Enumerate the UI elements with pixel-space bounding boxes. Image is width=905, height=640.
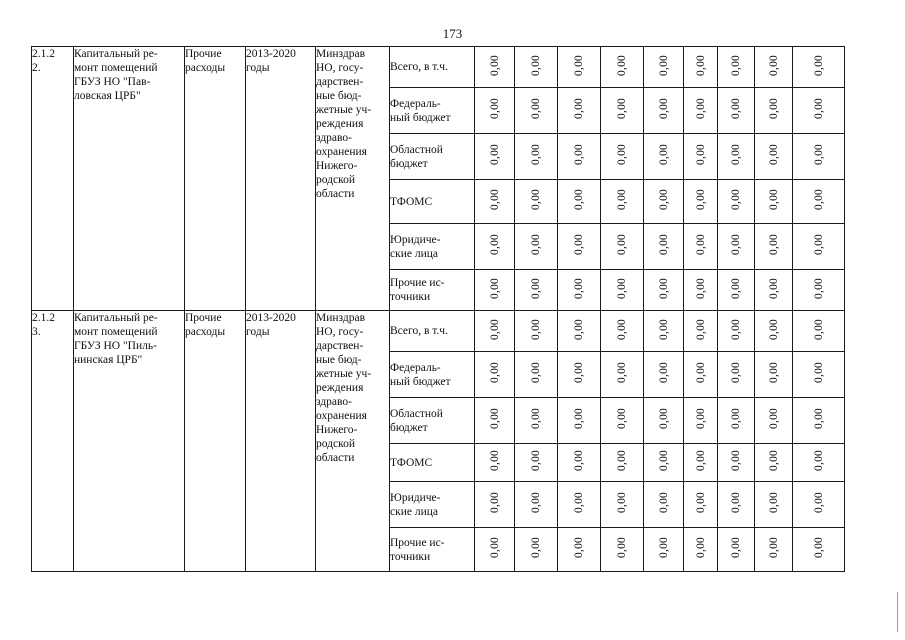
value-cell	[684, 398, 718, 444]
value-text: 0,00	[530, 234, 542, 255]
item-name-cell-text: Капитальный ре- монт помещений ГБУЗ НО "Пиль- нинская ЦРБ"	[74, 312, 158, 366]
value-cell	[515, 47, 558, 88]
value-cell	[601, 482, 644, 528]
value-text: 0,00	[812, 537, 825, 558]
value-cell	[515, 88, 558, 134]
value-cell	[475, 444, 515, 482]
executor-cell	[316, 311, 390, 572]
value-text: 0,00	[730, 98, 742, 119]
value-cell	[601, 352, 644, 398]
value-cell	[601, 270, 644, 311]
value-text: 0,00	[767, 492, 780, 513]
value-cell	[793, 528, 845, 572]
value-text: 0,00	[616, 362, 628, 383]
value-cell	[718, 270, 755, 311]
value-cell	[718, 224, 755, 270]
value-text: 0,00	[573, 277, 585, 299]
funding-source-cell	[390, 311, 475, 352]
value-cell	[755, 180, 793, 224]
value-cell	[684, 47, 718, 88]
value-text: 0,00	[767, 277, 780, 299]
value-text: 0,00	[694, 362, 707, 383]
value-text: 0,00	[616, 277, 628, 299]
value-text: 0,00	[530, 450, 542, 471]
value-cell	[558, 352, 601, 398]
value-cell	[684, 224, 718, 270]
value-cell	[515, 270, 558, 311]
value-cell	[558, 311, 601, 352]
funding-source-cell	[390, 398, 475, 444]
value-cell	[644, 528, 684, 572]
value-cell	[601, 224, 644, 270]
value-cell	[684, 88, 718, 134]
value-text: 0,00	[730, 450, 742, 471]
value-text: 0,00	[694, 54, 707, 76]
value-text: 0,00	[657, 144, 670, 165]
value-cell	[755, 270, 793, 311]
value-text: 0,00	[530, 492, 542, 513]
value-cell	[718, 180, 755, 224]
value-text: 0,00	[573, 318, 585, 340]
value-cell	[684, 134, 718, 180]
value-cell	[684, 352, 718, 398]
value-text: 0,00	[730, 318, 742, 340]
value-text: 0,00	[488, 144, 501, 165]
value-text: 0,00	[616, 318, 628, 340]
value-cell	[558, 398, 601, 444]
value-text: 0,00	[812, 98, 825, 119]
value-cell	[644, 398, 684, 444]
value-text: 0,00	[767, 234, 780, 255]
value-cell	[793, 47, 845, 88]
value-cell	[755, 528, 793, 572]
value-cell	[475, 352, 515, 398]
value-text: 0,00	[616, 234, 628, 255]
value-text: 0,00	[657, 537, 670, 558]
value-cell	[793, 88, 845, 134]
value-text: 0,00	[730, 144, 742, 165]
value-text: 0,00	[616, 189, 628, 210]
value-text: 0,00	[657, 362, 670, 383]
value-cell	[684, 444, 718, 482]
value-text: 0,00	[812, 450, 825, 471]
value-cell	[755, 224, 793, 270]
value-text: 0,00	[488, 98, 501, 119]
value-text: 0,00	[730, 54, 742, 76]
value-cell	[515, 134, 558, 180]
value-cell	[755, 352, 793, 398]
value-text: 0,00	[730, 362, 742, 383]
value-text: 0,00	[530, 362, 542, 383]
value-text: 0,00	[488, 54, 501, 76]
value-cell	[601, 88, 644, 134]
value-cell	[718, 88, 755, 134]
value-cell	[601, 311, 644, 352]
value-text: 0,00	[573, 234, 585, 255]
value-text: 0,00	[730, 408, 742, 429]
value-text: 0,00	[573, 98, 585, 119]
value-cell	[558, 180, 601, 224]
value-cell	[644, 482, 684, 528]
value-text: 0,00	[573, 450, 585, 471]
value-cell	[558, 444, 601, 482]
value-text: 0,00	[573, 537, 585, 558]
value-text: 0,00	[530, 144, 542, 165]
value-text: 0,00	[657, 450, 670, 471]
value-text: 0,00	[657, 318, 670, 340]
value-cell	[515, 180, 558, 224]
value-cell	[684, 270, 718, 311]
value-cell	[793, 180, 845, 224]
value-text: 0,00	[616, 408, 628, 429]
value-text: 0,00	[767, 318, 780, 340]
value-text: 0,00	[767, 408, 780, 429]
value-cell	[718, 398, 755, 444]
value-cell	[755, 134, 793, 180]
table-body	[32, 47, 845, 572]
value-text: 0,00	[694, 492, 707, 513]
value-text: 0,00	[694, 537, 707, 558]
value-cell	[601, 47, 644, 88]
value-text: 0,00	[812, 408, 825, 429]
value-cell	[475, 482, 515, 528]
value-text: 0,00	[616, 98, 628, 119]
funding-source-label: Областной бюджет	[390, 143, 443, 170]
value-text: 0,00	[530, 189, 542, 210]
value-text: 0,00	[657, 54, 670, 76]
value-text: 0,00	[730, 277, 742, 299]
scan-edge-mark	[897, 592, 898, 632]
value-cell	[558, 482, 601, 528]
value-cell	[475, 398, 515, 444]
item-name-cell	[74, 311, 185, 572]
funding-source-cell	[390, 88, 475, 134]
value-text: 0,00	[657, 234, 670, 255]
value-cell	[601, 398, 644, 444]
program-table	[31, 46, 845, 572]
value-text: 0,00	[694, 318, 707, 340]
value-text: 0,00	[530, 408, 542, 429]
value-text: 0,00	[730, 189, 742, 210]
funding-source-cell	[390, 528, 475, 572]
value-text: 0,00	[530, 277, 542, 299]
value-text: 0,00	[730, 492, 742, 513]
value-cell	[684, 482, 718, 528]
value-text: 0,00	[730, 537, 742, 558]
value-cell	[755, 47, 793, 88]
value-cell	[793, 482, 845, 528]
value-text: 0,00	[573, 362, 585, 383]
value-cell	[644, 47, 684, 88]
funding-source-label: Всего, в т.ч.	[390, 325, 448, 337]
value-cell	[475, 88, 515, 134]
value-text: 0,00	[657, 189, 670, 210]
value-cell	[793, 444, 845, 482]
value-text: 0,00	[573, 54, 585, 76]
value-cell	[475, 134, 515, 180]
value-text: 0,00	[767, 144, 780, 165]
value-cell	[684, 311, 718, 352]
value-text: 0,00	[767, 98, 780, 119]
value-text: 0,00	[812, 54, 825, 76]
value-text: 0,00	[694, 98, 707, 119]
value-text: 0,00	[616, 54, 628, 76]
value-text: 0,00	[616, 492, 628, 513]
table-row	[32, 311, 845, 352]
value-text: 0,00	[616, 144, 628, 165]
funding-source-cell	[390, 47, 475, 88]
value-cell	[558, 224, 601, 270]
value-cell	[601, 444, 644, 482]
value-cell	[644, 180, 684, 224]
period-cell	[246, 311, 316, 572]
value-cell	[515, 528, 558, 572]
expense-type-cell-text: Прочие расходы	[185, 48, 226, 74]
value-cell	[644, 444, 684, 482]
funding-source-cell	[390, 482, 475, 528]
executor-cell-text: Минздрав НО, госу- дарствен- ные бюд- жетные уч- реждения здраво- охранения Нижего- родской области	[316, 312, 372, 464]
value-cell	[718, 528, 755, 572]
value-text: 0,00	[767, 189, 780, 210]
value-cell	[644, 134, 684, 180]
value-text: 0,00	[616, 450, 628, 471]
funding-source-label: ТФОМС	[390, 195, 433, 208]
item-code-cell	[32, 311, 74, 572]
funding-source-label: Прочие ис- точники	[390, 536, 445, 563]
expense-type-cell-text: Прочие расходы	[185, 312, 226, 338]
value-cell	[644, 88, 684, 134]
value-cell	[475, 47, 515, 88]
value-text: 0,00	[488, 234, 501, 255]
value-text: 0,00	[812, 492, 825, 513]
funding-source-label: ТФОМС	[390, 456, 433, 469]
executor-cell	[316, 47, 390, 311]
value-text: 0,00	[488, 277, 501, 299]
funding-source-label: Прочие ис- точники	[390, 277, 445, 303]
value-cell	[558, 47, 601, 88]
expense-type-cell	[185, 47, 246, 311]
value-text: 0,00	[767, 450, 780, 471]
period-cell	[246, 47, 316, 311]
value-text: 0,00	[730, 234, 742, 255]
value-cell	[515, 224, 558, 270]
item-name-cell-text: Капитальный ре- монт помещений ГБУЗ НО "Пав- ловская ЦРБ"	[74, 48, 158, 102]
value-cell	[684, 180, 718, 224]
value-text: 0,00	[488, 492, 501, 513]
value-cell	[684, 528, 718, 572]
value-cell	[718, 352, 755, 398]
value-text: 0,00	[488, 318, 501, 340]
value-text: 0,00	[530, 537, 542, 558]
funding-source-label: Федераль- ный бюджет	[390, 361, 451, 388]
value-text: 0,00	[657, 492, 670, 513]
value-text: 0,00	[694, 450, 707, 471]
value-text: 0,00	[488, 189, 501, 210]
value-text: 0,00	[616, 537, 628, 558]
value-cell	[644, 352, 684, 398]
value-cell	[515, 398, 558, 444]
value-text: 0,00	[488, 362, 501, 383]
funding-source-label: Юридиче- ские лица	[390, 233, 441, 260]
funding-source-cell	[390, 224, 475, 270]
value-cell	[793, 398, 845, 444]
value-text: 0,00	[657, 277, 670, 299]
value-cell	[718, 47, 755, 88]
value-text: 0,00	[573, 408, 585, 429]
period-cell-text: 2013-2020 годы	[246, 48, 296, 74]
value-cell	[475, 180, 515, 224]
value-text: 0,00	[694, 144, 707, 165]
value-cell	[558, 88, 601, 134]
value-text: 0,00	[573, 144, 585, 165]
value-text: 0,00	[573, 492, 585, 513]
expense-type-cell	[185, 311, 246, 572]
value-cell	[755, 88, 793, 134]
executor-cell-text: Минздрав НО, госу- дарствен- ные бюд- жетные уч- реждения здраво- охранения Нижего- родской области	[316, 48, 372, 200]
value-cell	[601, 180, 644, 224]
value-cell	[558, 270, 601, 311]
value-cell	[558, 134, 601, 180]
value-cell	[601, 134, 644, 180]
value-text: 0,00	[530, 318, 542, 340]
value-cell	[793, 270, 845, 311]
funding-source-cell	[390, 444, 475, 482]
value-cell	[475, 311, 515, 352]
value-cell	[515, 311, 558, 352]
value-text: 0,00	[530, 98, 542, 119]
funding-source-label: Областной бюджет	[390, 407, 443, 434]
value-text: 0,00	[530, 54, 542, 76]
value-cell	[793, 224, 845, 270]
funding-source-label: Федераль- ный бюджет	[390, 97, 451, 124]
value-cell	[755, 398, 793, 444]
value-cell	[755, 482, 793, 528]
item-code-cell-text: 2.1.2 3.	[32, 312, 55, 338]
value-text: 0,00	[694, 277, 707, 299]
value-cell	[475, 528, 515, 572]
funding-source-label: Всего, в т.ч.	[390, 61, 448, 73]
funding-source-cell	[390, 352, 475, 398]
value-cell	[515, 482, 558, 528]
value-text: 0,00	[812, 277, 825, 299]
item-code-cell	[32, 47, 74, 311]
value-cell	[718, 134, 755, 180]
funding-source-label: Юридиче- ские лица	[390, 491, 441, 518]
value-text: 0,00	[573, 189, 585, 210]
value-text: 0,00	[767, 537, 780, 558]
value-cell	[601, 528, 644, 572]
value-cell	[718, 444, 755, 482]
value-text: 0,00	[694, 234, 707, 255]
funding-source-cell	[390, 180, 475, 224]
value-text: 0,00	[812, 362, 825, 383]
funding-source-cell	[390, 134, 475, 180]
funding-source-cell	[390, 270, 475, 311]
value-text: 0,00	[488, 408, 501, 429]
value-cell	[558, 528, 601, 572]
value-text: 0,00	[488, 537, 501, 558]
value-cell	[718, 311, 755, 352]
period-cell-text: 2013-2020 годы	[246, 312, 296, 338]
value-cell	[475, 270, 515, 311]
value-cell	[793, 311, 845, 352]
value-cell	[755, 444, 793, 482]
value-text: 0,00	[657, 98, 670, 119]
value-cell	[755, 311, 793, 352]
value-text: 0,00	[767, 362, 780, 383]
item-code-cell-text: 2.1.2 2.	[32, 48, 55, 74]
value-text: 0,00	[657, 408, 670, 429]
value-text: 0,00	[767, 54, 780, 76]
value-cell	[644, 224, 684, 270]
value-text: 0,00	[694, 408, 707, 429]
value-cell	[793, 134, 845, 180]
item-name-cell	[74, 47, 185, 311]
value-text: 0,00	[812, 234, 825, 255]
value-cell	[793, 352, 845, 398]
page-number: 173	[442, 26, 463, 41]
value-text: 0,00	[812, 318, 825, 340]
table-row	[32, 47, 845, 88]
value-cell	[644, 311, 684, 352]
value-text: 0,00	[812, 189, 825, 210]
value-cell	[515, 352, 558, 398]
value-text: 0,00	[812, 144, 825, 165]
value-cell	[644, 270, 684, 311]
value-text: 0,00	[488, 450, 501, 471]
value-text: 0,00	[694, 189, 707, 210]
value-cell	[475, 224, 515, 270]
value-cell	[718, 482, 755, 528]
value-cell	[515, 444, 558, 482]
